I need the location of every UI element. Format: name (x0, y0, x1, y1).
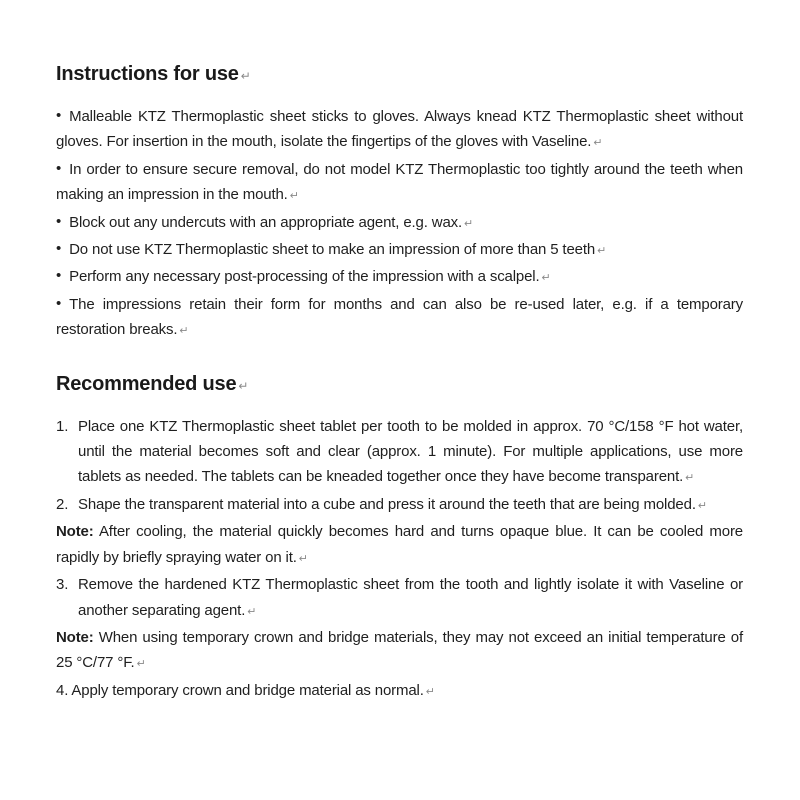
paragraph-mark-icon: ↵ (179, 325, 189, 338)
recommended-heading (56, 372, 743, 399)
paragraph-mark-icon: ↵ (464, 217, 474, 230)
note-label: Note: (56, 628, 94, 646)
numbered-item: 1. Place one KTZ Thermoplastic sheet tablet per tooth to be molded in approx. 70 °C/158 °F hot water, until the material becomes soft and clear (approx. 1 minute). For multiple applications, use more tablets as needed. The tablets can be kneaded together once they have become transparent. ↵ (56, 414, 743, 492)
bullet-glyph: • (56, 107, 62, 124)
note-item: Note: After cooling, the material quickly becomes hard and turns opaque blue. It can be cooled more rapidly by briefly spraying water on it. ↵ (56, 523, 743, 566)
paragraph-mark-icon: ↵ (289, 190, 299, 203)
numbered-item: 3. Remove the hardened KTZ Thermoplastic sheet from the tooth and lightly isolate it with Vaseline or another separating agent. ↵ (56, 572, 743, 625)
instructions-bullet-list (56, 104, 743, 345)
section-instructions-for-use (56, 62, 743, 345)
paragraph-mark-icon: ↵ (685, 472, 695, 485)
item-number: 3. (56, 576, 69, 594)
bullet-glyph: • (56, 267, 62, 285)
paragraph-mark-icon: ↵ (697, 499, 708, 512)
paragraph-mark-icon: ↵ (298, 552, 308, 565)
heading-text: Recommended use (56, 372, 237, 395)
bullet-item: • Malleable KTZ Thermoplastic sheet sticks to gloves. Always knead KTZ Thermoplastic sheet without gloves. For insertion in the mouth, isolate the fingertips of the gloves with Vaseline. ↵ (56, 104, 743, 157)
paragraph-mark-icon: ↵ (541, 272, 551, 285)
bullet-glyph: • (56, 212, 62, 230)
bullet-glyph: • (56, 159, 62, 177)
paragraph-mark-icon: ↵ (247, 605, 257, 618)
bullet-glyph: • (56, 240, 62, 258)
note-label: Note: (56, 523, 94, 541)
bullet-glyph: • (56, 294, 62, 312)
paragraph-mark-icon: ↵ (597, 245, 607, 258)
heading-text: Instructions for use (56, 63, 239, 85)
note-item: Note: When using temporary crown and bridge materials, they may not exceed an initial temperature of 25 °C/77 °F. ↵ (56, 628, 743, 672)
bullet-item: • The impressions retain their form for months and can also be re-used later, e.g. if a temporary restoration breaks. ↵ (56, 292, 743, 345)
instructions-heading (56, 62, 743, 89)
paragraph-mark-icon: ↵ (425, 685, 435, 698)
bullet-item: • In order to ensure secure removal, do not model KTZ Thermoplastic too tightly around the teeth when making an impression in the mouth. ↵ (56, 157, 743, 210)
item-number: 2. (56, 495, 69, 513)
paragraph-mark-icon: ↵ (136, 658, 146, 671)
bullet-item: • Block out any undercuts with an appropriate agent, e.g. wax. ↵ (56, 210, 743, 237)
item-number: 1. (56, 417, 69, 435)
paragraph-mark-icon: ↵ (593, 137, 603, 150)
paragraph-mark-icon: ↵ (240, 69, 251, 83)
bullet-item: • Perform any necessary post-processing of the impression with a scalpel. ↵ (56, 264, 743, 291)
recommended-steps-list (56, 414, 743, 705)
paragraph-mark-icon: ↵ (238, 378, 249, 393)
plain-item: 4. Apply temporary crown and bridge material as normal. ↵ (56, 681, 435, 699)
section-recommended-use (56, 372, 743, 705)
numbered-item: 2. Shape the transparent material into a cube and press it around the teeth that are being molded. ↵ (56, 492, 743, 519)
bullet-item: • Do not use KTZ Thermoplastic sheet to make an impression of more than 5 teeth ↵ (56, 237, 743, 264)
